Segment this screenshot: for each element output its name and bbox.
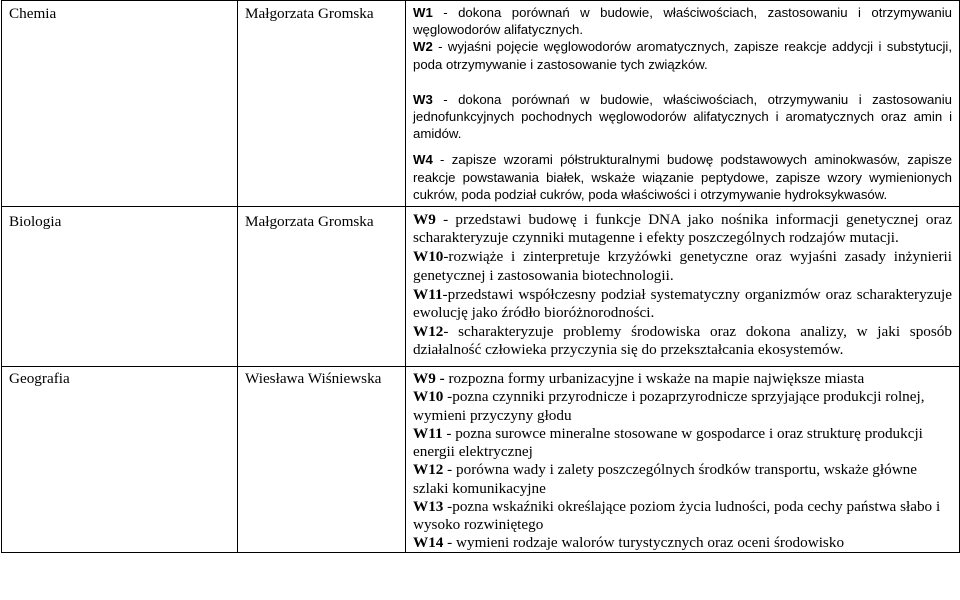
requirement-item bbox=[413, 534, 952, 552]
requirement-text: rozpozna formy urbanizacyjne i wskaże na mapie największe miasta bbox=[444, 370, 865, 388]
teacher-cell: Małgorzata Gromska bbox=[238, 207, 406, 367]
requirement-code: W10 bbox=[413, 388, 444, 406]
requirement-code: W11 bbox=[413, 424, 443, 442]
requirement-code: W12 bbox=[413, 461, 444, 479]
requirement-item bbox=[413, 388, 952, 424]
subject-cell: Chemia bbox=[2, 1, 238, 207]
requirement-item bbox=[413, 38, 952, 72]
requirement-text: - dokona porównań w budowie, właściwościach, otrzymywaniu i zastosowaniu jednofunkcyjnych pochodnych węglowodorów alifatycznych i aromatycznych oraz amin i amidów. bbox=[413, 91, 952, 142]
subjects-table bbox=[1, 0, 960, 553]
requirement-code: W12 bbox=[413, 322, 444, 340]
requirement-text: -pozna wskaźniki określające poziom życia ludności, poda cechy państwa słabo i wysoko rozwiniętego bbox=[413, 497, 941, 533]
requirement-item bbox=[413, 286, 952, 323]
requirement-item bbox=[413, 248, 952, 285]
requirement-item bbox=[413, 4, 952, 38]
requirement-text: - dokona porównań w budowie, właściwościach, zastosowaniu i otrzymywaniu węglowodorów alifatycznych. bbox=[413, 5, 952, 38]
requirements-cell bbox=[406, 367, 960, 553]
requirement-item bbox=[413, 461, 952, 497]
requirement-text: -przedstawi współczesny podział systematyczny organizmów oraz scharakteryzuje ewolucję jako źródło bioróżnorodności. bbox=[413, 285, 952, 322]
requirement-code: W14 bbox=[413, 534, 444, 552]
requirement-item bbox=[413, 498, 952, 534]
requirement-text: - porówna wady i zalety poszczególnych środków transportu, wskaże główne szlaki komunikacyjne bbox=[413, 461, 917, 497]
teacher-cell: Małgorzata Gromska bbox=[238, 1, 406, 207]
requirement-item bbox=[413, 91, 952, 143]
requirement-item bbox=[413, 211, 952, 248]
requirement-text: - wyjaśni pojęcie węglowodorów aromatycznych, zapisze reakcje addycji i substytucji, poda otrzymywanie i zastosowanie tych związków. bbox=[413, 39, 952, 72]
requirement-text: - pozna surowce mineralne stosowane w gospodarce i oraz strukturę produkcji energii elektrycznej bbox=[413, 424, 923, 461]
teacher-cell: Wiesława Wiśniewska bbox=[238, 367, 406, 553]
requirements-cell bbox=[406, 1, 960, 207]
requirement-text: - zapisze wzorami półstrukturalnymi budowę podstawowych aminokwasów, zapisze reakcje powstawania białek, wskaże wiązanie peptydowe, zapisze wzory wymienionych cukrów, poda podział cukrów, poda właściwości i otrzymywanie hydroksykwasów. bbox=[413, 152, 952, 202]
requirement-code: W4 bbox=[413, 152, 433, 168]
requirement-code: W9 bbox=[413, 211, 436, 229]
table-row bbox=[2, 1, 960, 207]
requirement-text: -rozwiąże i zinterpretuje krzyżówki genetyczne oraz wyjaśni zasady inżynierii genetycznej i zastosowania biotechnologii. bbox=[413, 248, 952, 284]
subject-cell: Biologia bbox=[2, 207, 238, 367]
requirement-code: W10 bbox=[413, 248, 444, 266]
requirement-text: -pozna czynniki przyrodnicze i pozaprzyrodnicze sprzyjające produkcji rolnej, wymieni przyczyny głodu bbox=[413, 388, 925, 424]
table-row bbox=[2, 207, 960, 367]
table-row bbox=[2, 367, 960, 553]
subject-cell: Geografia bbox=[2, 367, 238, 553]
requirements-cell bbox=[406, 207, 960, 367]
requirement-item bbox=[413, 151, 952, 203]
requirement-code: W13 bbox=[413, 497, 444, 515]
requirement-code: W11 bbox=[413, 285, 443, 303]
requirement-text: - scharakteryzuje problemy środowiska oraz dokona analizy, w jaki sposób działalność człowieka przyczynia się do przekształcania ekosystemów. bbox=[413, 322, 952, 359]
requirement-text: - wymieni rodzaje walorów turystycznych oraz oceni środowisko bbox=[443, 534, 845, 552]
requirement-item bbox=[413, 370, 952, 388]
requirement-item bbox=[413, 323, 952, 360]
requirement-item bbox=[413, 425, 952, 461]
requirement-code: W9 - bbox=[413, 370, 445, 388]
requirement-text: - przedstawi budowę i funkcje DNA jako nośnika informacji genetycznej oraz scharakteryzuje czynniki mutagenne i efekty poszczególnych rodzajów mutacji. bbox=[413, 211, 952, 247]
requirement-code: W1 bbox=[413, 5, 433, 20]
requirement-code: W3 bbox=[413, 91, 433, 107]
requirement-code: W2 bbox=[413, 39, 433, 55]
